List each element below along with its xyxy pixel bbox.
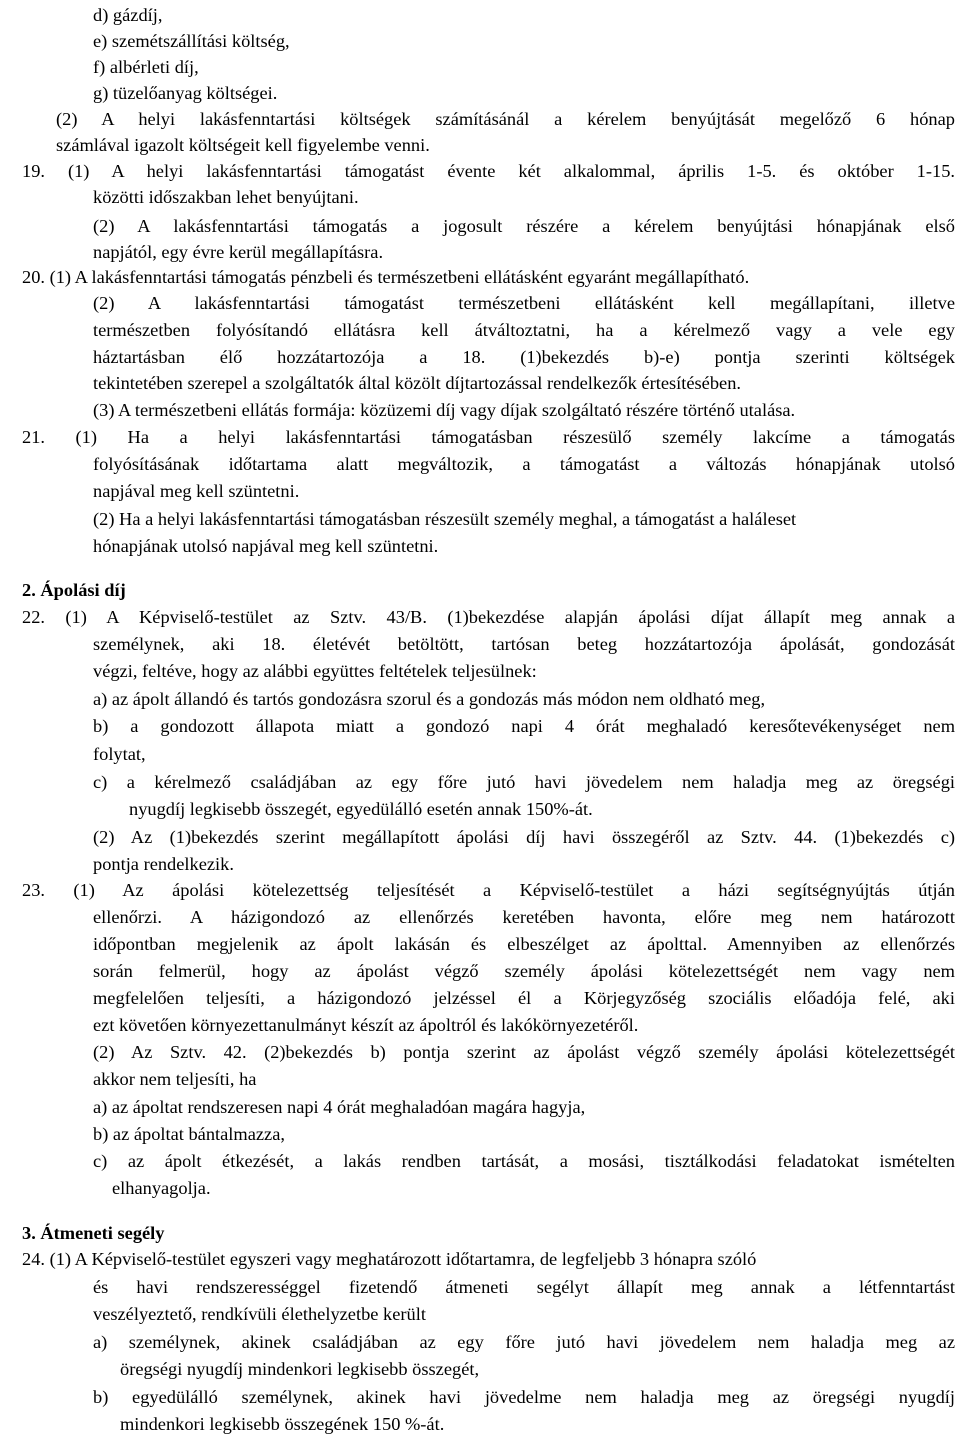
line-text: ezt követően környezettanulmányt készít az ápoltról és lakókörnyezetéről. xyxy=(93,1015,639,1035)
text-line xyxy=(0,1329,960,1356)
line-text: 2. Ápolási díj xyxy=(22,580,126,600)
text-line xyxy=(0,1175,960,1202)
line-text: (2) Az (1)bekezdés szerint megállapított ápolási díj havi összegéről az Sztv. 44. (1)bekezdés c) xyxy=(93,827,955,847)
line-text: d) gázdíj, xyxy=(93,5,163,25)
text-line xyxy=(0,478,960,505)
line-text: g) tüzelőanyag költségei. xyxy=(93,83,278,103)
text-line xyxy=(0,958,960,985)
line-text: számlával igazolt költségeit kell figyelembe venni. xyxy=(56,135,430,155)
line-text: e) szemétszállítási költség, xyxy=(93,31,290,51)
text-line xyxy=(0,604,960,631)
text-line xyxy=(0,533,960,560)
line-text: a) az ápolt állandó és tartós gondozásra szorul és a gondozás más módon nem oldható meg, xyxy=(93,689,766,709)
line-text: 20. (1) A lakásfenntartási támogatás pénzbeli és természetbeni ellátásként egyaránt megállapítható. xyxy=(22,267,750,287)
text-line xyxy=(0,1246,960,1273)
line-text: személynek, aki 18. életévét betöltött, tartósan beteg hozzátartozója ápolását, gondozását xyxy=(93,634,955,654)
text-line xyxy=(0,54,960,81)
text-line xyxy=(0,1039,960,1066)
line-text: hónapjának utolsó napjával meg kell szüntetni. xyxy=(93,536,439,556)
text-line xyxy=(0,985,960,1012)
text-line xyxy=(0,1012,960,1039)
line-text: folytat, xyxy=(93,744,146,764)
line-text: a) az ápoltat rendszeresen napi 4 órát meghaladóan magára hagyja, xyxy=(93,1097,586,1117)
text-line xyxy=(0,370,960,397)
text-line xyxy=(0,796,960,823)
text-line xyxy=(0,1301,960,1328)
line-text: háztartásban élő hozzátartozója a 18. (1)bekezdés b)-e) pontja szerinti költségek xyxy=(93,347,955,367)
line-text: akkor nem teljesíti, ha xyxy=(93,1069,257,1089)
line-text: végzi, feltéve, hogy az alábbi együttes feltételek teljesülnek: xyxy=(93,661,537,681)
line-text: c) az ápolt étkezését, a lakás rendben tartását, a mosási, tisztálkodási feladatokat ismételten xyxy=(93,1151,955,1171)
line-text: 19. (1) A helyi lakásfenntartási támogatást évente két alkalommal, április 1-5. és október 1-15. xyxy=(22,161,955,181)
text-line xyxy=(0,451,960,478)
line-text: 24. (1) A Képviselő-testület egyszeri vagy meghatározott időtartamra, de legfeljebb 3 hónapra szóló xyxy=(22,1249,757,1269)
text-line xyxy=(0,713,960,740)
text-line xyxy=(0,290,960,317)
line-text: tekintetében szerepel a szolgáltatók által közölt díjtartozással rendelkezők értesítésében. xyxy=(93,373,741,393)
line-text: b) egyedülálló személynek, akinek havi jövedelme nem haladja meg az öregségi nyugdíj xyxy=(93,1387,955,1407)
section-heading xyxy=(0,1220,960,1247)
line-text: napjával meg kell szüntetni. xyxy=(93,481,300,501)
line-text: természetben folyósítandó ellátásra kell átváltoztatni, ha a kérelmező vagy a vele egy xyxy=(93,320,955,340)
line-text: napjától, egy évre kerül megállapításra. xyxy=(93,242,384,262)
line-text: b) az ápoltat bántalmazza, xyxy=(93,1124,285,1144)
text-line xyxy=(0,397,960,424)
text-line xyxy=(0,424,960,451)
text-line xyxy=(0,1148,960,1175)
text-line xyxy=(0,686,960,713)
line-text: és havi rendszerességgel fizetendő átmeneti segélyt állapít meg annak a létfenntartást xyxy=(93,1277,955,1297)
line-text: (2) A lakásfenntartási támogatás a jogosult részére a kérelem benyújtási hónapjának első xyxy=(93,216,955,236)
text-line xyxy=(0,741,960,768)
text-line xyxy=(0,1121,960,1148)
line-text: pontja rendelkezik. xyxy=(93,854,234,874)
text-line xyxy=(0,1384,960,1411)
text-line xyxy=(0,106,960,133)
line-text: 23. (1) Az ápolási kötelezettség teljesítését a Képviselő-testület a házi segítségnyújtás útján xyxy=(22,880,955,900)
text-line xyxy=(0,824,960,851)
line-text: 21. (1) Ha a helyi lakásfenntartási támogatásban részesülő személy lakcíme a támogatás xyxy=(22,427,955,447)
text-line xyxy=(0,158,960,185)
text-line xyxy=(0,239,960,266)
text-line xyxy=(0,904,960,931)
line-text: (2) Az Sztv. 42. (2)bekezdés b) pontja szerint az ápolást végző személy ápolási kötelezettségét xyxy=(93,1042,955,1062)
line-text: 22. (1) A Képviselő-testület az Sztv. 43/B. (1)bekezdése alapján ápolási díjat állapít meg annak a xyxy=(22,607,955,627)
text-line xyxy=(0,1066,960,1093)
text-line xyxy=(0,1094,960,1121)
line-text: közötti időszakban lehet benyújtani. xyxy=(93,187,359,207)
line-text: elhanyagolja. xyxy=(112,1178,211,1198)
line-text: (2) Ha a helyi lakásfenntartási támogatásban részesült személy meghal, a támogatást a haláleset xyxy=(93,509,797,529)
text-line xyxy=(0,317,960,344)
text-line xyxy=(0,184,960,211)
line-text: f) albérleti díj, xyxy=(93,57,199,77)
line-text: időpontban megjelenik az ápolt lakásán és elbeszélget az ápolttal. Amennyiben az ellenőrzés xyxy=(93,934,955,954)
line-text: a) személynek, akinek családjában az egy főre jutó havi jövedelem nem haladja meg az xyxy=(93,1332,955,1352)
text-line xyxy=(0,851,960,878)
line-text: b) a gondozott állapota miatt a gondozó napi 4 órát meghaladó keresőtevékenységet nem xyxy=(93,716,955,736)
text-line xyxy=(0,658,960,685)
text-line xyxy=(0,132,960,159)
line-text: ellenőrzi. A házigondozó az ellenőrzés keretében havonta, előre meg nem határozott xyxy=(93,907,955,927)
text-line xyxy=(0,80,960,107)
line-text: mindenkori legkisebb összegének 150 %-át. xyxy=(120,1414,445,1434)
line-text: (2) A helyi lakásfenntartási költségek számításánál a kérelem benyújtását megelőző 6 hónap xyxy=(56,109,955,129)
line-text: 3. Átmeneti segély xyxy=(22,1223,165,1243)
text-line xyxy=(0,2,960,29)
text-line xyxy=(0,344,960,371)
text-line xyxy=(0,769,960,796)
text-line xyxy=(0,28,960,55)
text-line xyxy=(0,931,960,958)
line-text: c) a kérelmező családjában az egy főre jutó havi jövedelem nem haladja meg az öregségi xyxy=(93,772,955,792)
line-text: (2) A lakásfenntartási támogatást természetbeni ellátásként kell megállapítani, illetve xyxy=(93,293,955,313)
line-text: során felmerül, hogy az ápolást végző személy ápolási kötelezettségét nem vagy nem xyxy=(93,961,955,981)
text-line xyxy=(0,1274,960,1301)
text-line xyxy=(0,631,960,658)
line-text: öregségi nyugdíj mindenkori legkisebb összegét, xyxy=(120,1359,480,1379)
section-heading xyxy=(0,577,960,604)
line-text: nyugdíj legkisebb összegét, egyedülálló esetén annak 150%-át. xyxy=(129,799,593,819)
text-line xyxy=(0,213,960,240)
text-line xyxy=(0,506,960,533)
text-line xyxy=(0,1356,960,1383)
text-line xyxy=(0,877,960,904)
line-text: veszélyeztető, rendkívüli élethelyzetbe került xyxy=(93,1304,426,1324)
line-text: megfelelően teljesíti, a házigondozó jelzéssel él a Körjegyzőség szociális előadója felé, aki xyxy=(93,988,955,1008)
text-line xyxy=(0,264,960,291)
line-text: (3) A természetbeni ellátás formája: közüzemi díj vagy díjak szolgáltató részére történő utalása. xyxy=(93,400,796,420)
line-text: folyósításának időtartama alatt megváltozik, a támogatást a változás hónapjának utolsó xyxy=(93,454,955,474)
